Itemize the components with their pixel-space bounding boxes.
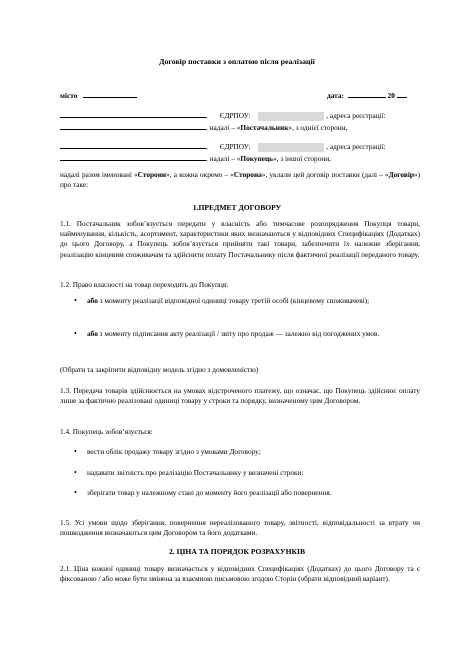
party2-edrpou-label: ЄДРПОУ:: [219, 142, 251, 151]
clause-1-3: 1.3. Передача товарів здійснюється на умовах відстроченого платежу, що означає, що Покупець здійснює оплату лише за фактично реалізовані одиниці товару у строки та порядку, визначеному цим Договором.: [60, 386, 420, 406]
party2-name-blank: [60, 141, 206, 149]
party2-line2: [60, 153, 331, 163]
document-title: Договір поставки з оплатою після реалізації: [159, 57, 315, 66]
party2-role: Покупець: [240, 154, 274, 163]
section1-heading: 1.ПРЕДМЕТ ДОГОВОРУ: [192, 203, 282, 212]
intro-text-3: », уклали цей договір поставки (далі – «: [261, 170, 389, 179]
party1-line2: [60, 122, 347, 132]
party1-address-label: , адреса реєстрації:: [326, 111, 386, 120]
date-line: [327, 90, 407, 100]
bullet-icon: •: [74, 447, 77, 456]
party2-address-blank: [60, 153, 206, 161]
city-line: [60, 90, 137, 100]
date-blank: [348, 90, 386, 98]
party1-role-suffix: », з однієї сторони,: [288, 123, 348, 132]
model-note: (Обрати та закріпити відповідну модель згідно з домовленістю): [60, 365, 259, 374]
party2-role-suffix: », з іншої сторони,: [273, 154, 331, 163]
item-text: з моменту підписання акту реалізації / звіту про продаж — залежно від погоджених умов.: [97, 329, 380, 338]
party2-line1: , ЄДРПОУ: , адреса реєстрації:: [60, 141, 386, 152]
item-text: з моменту реалізації відповідної одиниці товару третій особі (кінцевому споживачеві);: [97, 296, 370, 305]
bullet-icon: •: [74, 468, 77, 477]
bullet-icon: •: [74, 488, 77, 497]
clause-1-4-item: вести облік продажу товару згідно з умовами Договору;: [87, 447, 261, 456]
item-bold: або: [87, 296, 98, 305]
intro-contract: Договір: [388, 170, 414, 179]
bullet-icon: •: [74, 329, 77, 338]
year-blank: [397, 90, 407, 98]
clause-2-1: 2.1. Ціна кожної одиниці товару визначається у відповідних Специфікаціях (Додатках) до цього Договору та є фіксованою / або може бути змінена за взаємною письмовою згодою Сторін (обрати відповідний варіант).: [60, 564, 420, 584]
clause-1-2-item: [87, 329, 407, 339]
party1-address-blank: [60, 122, 206, 130]
city-label: місто: [60, 91, 78, 100]
party1-role-prefix: , надалі – «: [206, 123, 241, 132]
section2-heading: 2. ЦІНА ТА ПОРЯДОК РОЗРАХУНКІВ: [168, 547, 306, 556]
clause-1-1: 1.1. Постачальник зобов’язується передати у власність або тимчасове розпорядження Покупця товари, найменування, кількість, асортимент, характеристики яких визначаються у відповідних Специфікаціях (Додатках) до цього Договору, а Покупець зобов’язується прийняти такі товари, забезпечити їх належне зберігання, реалізацію кінцевим споживачам та здійснити оплату Постачальнику після фактичної реалізації переданого товару.: [60, 219, 420, 259]
intro-paragraph: [60, 170, 420, 190]
party1-edrpou-field: [258, 112, 324, 121]
clause-1-5: 1.5. Усі умови щодо зберігання, повернення нереалізованого товару, звітності, відповідальності за втрату чи пошкодження визначаються цим Договором та його додатками.: [60, 518, 420, 538]
intro-text-1: надалі разом іменовані «: [60, 170, 138, 179]
party2-edrpou-field: [258, 143, 324, 152]
clause-1-4-item: надавати звітність про реалізацію Постачальнику у визначені строки;: [87, 468, 304, 477]
year-prefix: 20: [387, 91, 395, 100]
intro-sides: Сторони: [137, 170, 167, 179]
bullet-icon: •: [74, 296, 77, 305]
clause-1-2-item: [87, 296, 407, 306]
clause-1-4-item: зберігати товар у належному стані до моменту його реалізації або повернення.: [87, 488, 332, 497]
party1-edrpou-label: ЄДРПОУ:: [219, 111, 251, 120]
party2-role-prefix: , надалі – «: [206, 154, 241, 163]
item-bold: або: [87, 329, 98, 338]
city-blank: [83, 90, 137, 98]
clause-1-4: 1.4. Покупець зобов’язується:: [60, 427, 153, 436]
party1-name-blank: [60, 110, 206, 118]
intro-side: Сторона: [233, 170, 262, 179]
intro-text-2: », а кожна окремо – «: [166, 170, 234, 179]
party1-line1: , ЄДРПОУ: , адреса реєстрації:: [60, 110, 386, 121]
clause-1-2: 1.2. Право власності на товар переходить до Покупця:: [60, 280, 229, 289]
intro-text-4: ») про таке:: [60, 170, 421, 190]
party2-address-label: , адреса реєстрації:: [326, 142, 386, 151]
date-label: дата:: [327, 91, 344, 100]
party1-role: Постачальник: [240, 123, 289, 132]
